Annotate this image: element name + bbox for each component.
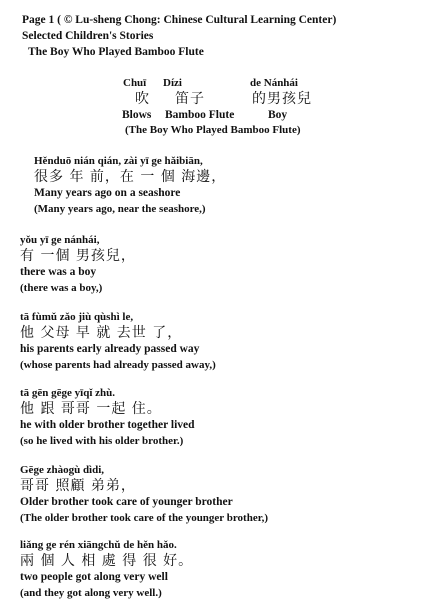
stanza-chinese: 兩 個 人 相 處 得 很 好。 (20, 553, 194, 569)
title-english-flute: Bamboo Flute (165, 109, 235, 121)
collection-title: Selected Children's Stories (22, 30, 154, 42)
stanza-translation: (there was a boy,) (20, 282, 103, 294)
stanza-chinese: 有 一個 男孩兒， (20, 248, 136, 264)
page-header-credit: Page 1 ( © Lu-sheng Chong: Chinese Cultural Learning Center) (22, 14, 337, 26)
stanza-translation: (Many years ago, near the seashore,) (34, 203, 206, 215)
stanza-pinyin: yǒu yī ge nánhái, (20, 234, 100, 246)
title-chinese-dizi: 笛子 (175, 91, 205, 107)
stanza-pinyin: liǎng ge rén xiāngchǔ de hěn hǎo. (20, 539, 177, 551)
stanza-translation: (The older brother took care of the younger brother,) (20, 512, 268, 524)
stanza-chinese: 很多 年 前，在 一 個 海邊， (34, 169, 227, 185)
title-chinese-chui: 吹 (135, 91, 150, 107)
stanza-english: two people got along very well (20, 571, 168, 583)
stanza-chinese: 他 跟 哥哥 一起 住。 (20, 401, 162, 417)
title-english-blows: Blows (122, 109, 152, 121)
stanza-pinyin: Hěnduō nián qián, zài yī ge hǎibiān, (34, 155, 203, 167)
stanza-pinyin: Gēge zhàogù dìdi, (20, 464, 105, 476)
title-translation: (The Boy Who Played Bamboo Flute) (125, 124, 301, 136)
stanza-english: he with older brother together lived (20, 419, 195, 431)
stanza-chinese: 哥哥 照顧 弟弟， (20, 478, 136, 494)
stanza-translation: (so he lived with his older brother.) (20, 435, 184, 447)
stanza-english: there was a boy (20, 266, 97, 278)
title-english-boy: Boy (268, 109, 288, 121)
stanza-pinyin: tā fùmǔ zǎo jiù qùshì le, (20, 311, 134, 323)
stanza-translation: (whose parents had already passed away,) (20, 359, 216, 371)
title-pinyin-chui: Chuī (123, 77, 147, 89)
title-chinese-nanhai: 的男孩兒 (252, 91, 312, 107)
stanza-pinyin: tā gēn gēge yīqǐ zhù. (20, 387, 116, 399)
title-pinyin-nanhai: de Nánhái (250, 77, 298, 89)
stanza-english: Older brother took care of younger brother (20, 496, 233, 508)
stanza-english: Many years ago on a seashore (34, 187, 181, 199)
title-pinyin-dizi: Dízi (163, 77, 182, 89)
stanza-english: his parents early already passed way (20, 343, 200, 355)
stanza-chinese: 他 父母 早 就 去世 了， (20, 325, 183, 341)
story-title: The Boy Who Played Bamboo Flute (28, 46, 204, 58)
stanza-translation: (and they got along very well.) (20, 587, 162, 599)
